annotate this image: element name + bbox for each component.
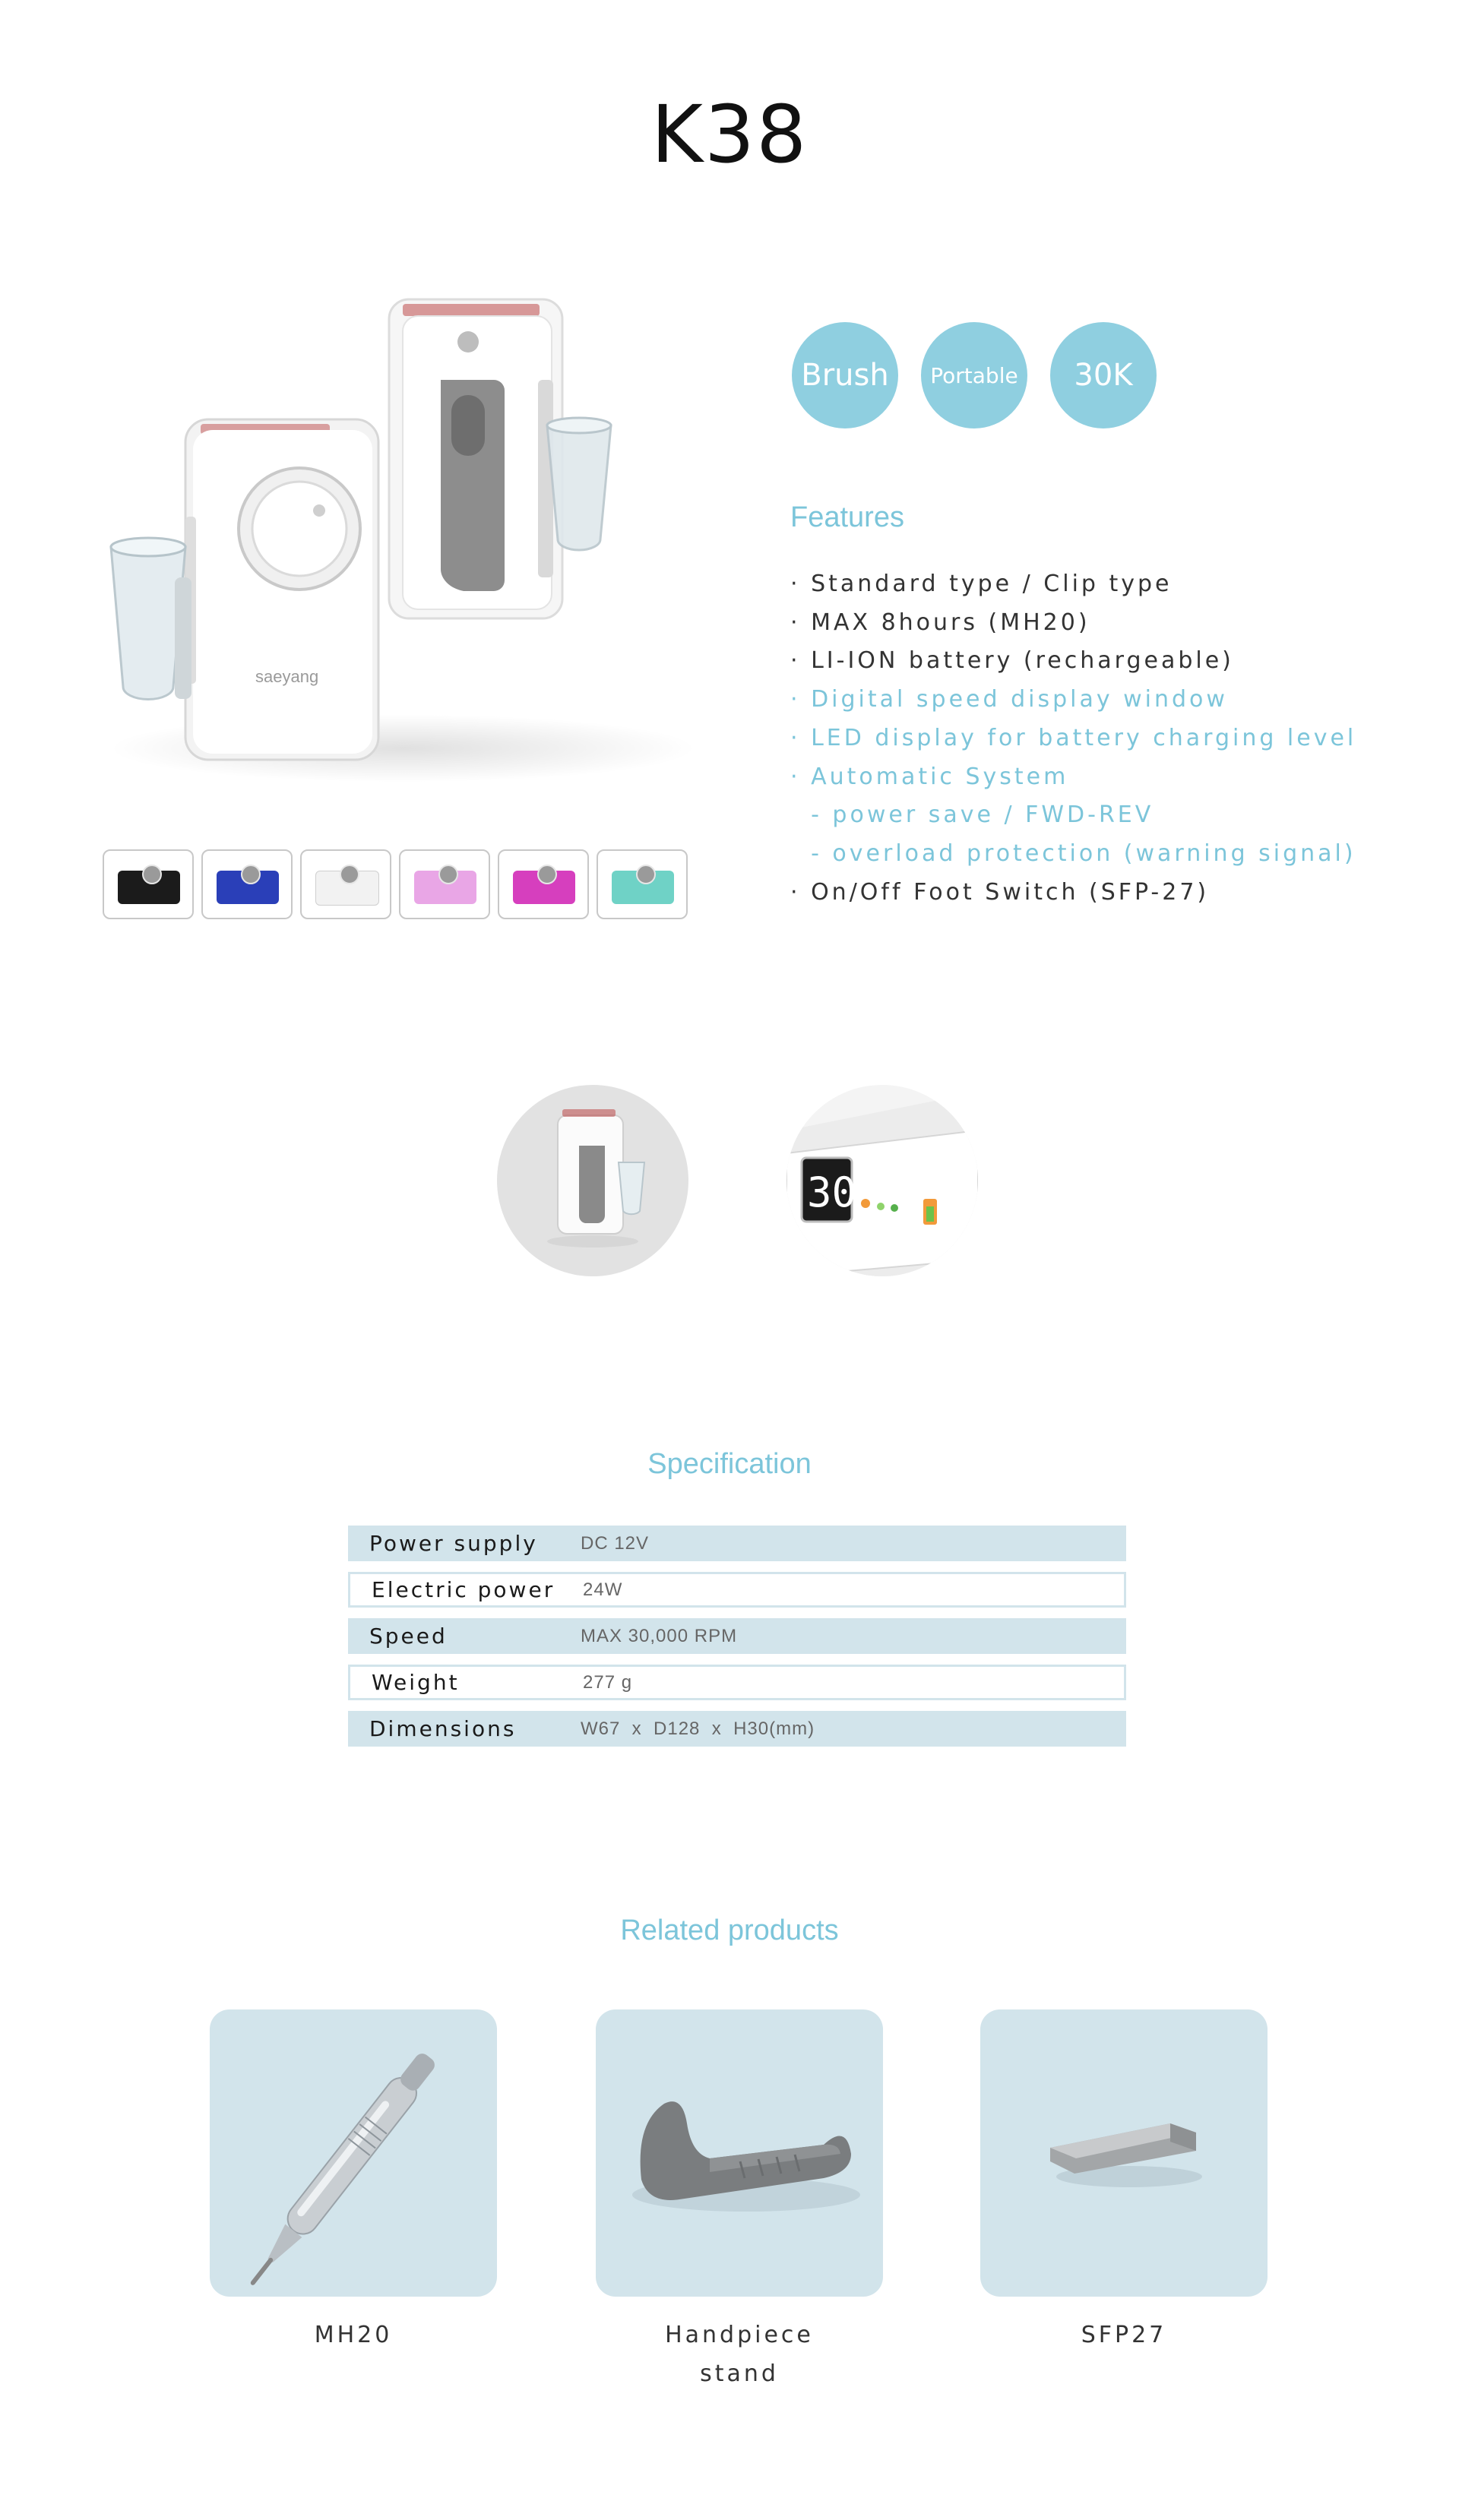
spec-row — [348, 1711, 1126, 1747]
feature-item: · Automatic System — [790, 763, 1069, 790]
feature-item: · Standard type / Clip type — [790, 571, 1173, 597]
feature-item: - overload protection (warning signal) — [790, 839, 1356, 867]
related-product-label[interactable]: MH20 — [314, 2322, 393, 2348]
spec-label: Electric power — [372, 1577, 555, 1602]
spec-value: 24W — [583, 1579, 623, 1600]
color-thumbnail-pink[interactable] — [399, 849, 490, 919]
color-variant-thumbnails — [103, 849, 688, 919]
related-product-sfp27-card[interactable] — [980, 2009, 1268, 2297]
spec-row — [348, 1572, 1126, 1608]
color-thumbnail-magenta[interactable] — [498, 849, 589, 919]
speed-display-value: 30 — [807, 1168, 857, 1216]
spec-value: 277 g — [583, 1671, 633, 1693]
spec-row — [348, 1526, 1126, 1561]
badge-30k: 30K — [1050, 322, 1157, 428]
color-thumbnail-blue[interactable] — [201, 849, 293, 919]
spec-row — [348, 1618, 1126, 1654]
features-heading: Features — [790, 501, 904, 533]
badge-portable: Portable — [921, 322, 1027, 428]
color-thumbnail-white[interactable] — [300, 849, 391, 919]
related-product-label[interactable]: SFP27 — [1081, 2322, 1167, 2348]
brand-logo: saeyang — [255, 667, 319, 686]
related-product-label[interactable]: Handpiece stand — [665, 2322, 814, 2387]
feature-item: - power save / FWD-REV — [790, 802, 1154, 829]
spec-row — [348, 1665, 1126, 1700]
feature-item: · Digital speed display window — [790, 686, 1228, 713]
spec-label: Weight — [372, 1670, 460, 1695]
handpiece-image — [210, 2009, 497, 2297]
related-product-handpiece-stand-card[interactable] — [596, 2009, 883, 2297]
page-title: K38 — [650, 88, 809, 181]
color-thumbnail-mint[interactable] — [597, 849, 688, 919]
specification-heading: Specification — [647, 1448, 812, 1480]
specification-table — [348, 1526, 1126, 1757]
features-list — [790, 565, 1356, 912]
feature-item: · On/Off Foot Switch (SFP-27) — [790, 878, 1210, 906]
stand-image — [596, 2009, 883, 2297]
detail-image-display — [786, 1085, 978, 1276]
feature-badges — [792, 322, 1157, 428]
spec-label: Speed — [369, 1624, 448, 1649]
spec-value: MAX 30,000 RPM — [581, 1625, 738, 1646]
spec-value: DC 12V — [581, 1532, 650, 1554]
badge-brush: Brush — [792, 322, 898, 428]
spec-label: Dimensions — [369, 1716, 517, 1741]
color-thumbnail-black[interactable] — [103, 849, 194, 919]
foot-switch-image — [980, 2009, 1268, 2297]
spec-label: Power supply — [369, 1531, 538, 1556]
feature-item: · LI-ION battery (rechargeable) — [790, 647, 1234, 675]
feature-item: · LED display for battery charging level — [790, 724, 1357, 751]
related-products-heading: Related products — [620, 1915, 839, 1946]
product-hero-image — [46, 289, 684, 821]
feature-item: · MAX 8hours (MH20) — [790, 609, 1090, 636]
related-product-mh20-card[interactable] — [210, 2009, 497, 2297]
detail-image-clip — [497, 1085, 688, 1276]
spec-value: W67 x D128 x H30(mm) — [581, 1718, 815, 1739]
